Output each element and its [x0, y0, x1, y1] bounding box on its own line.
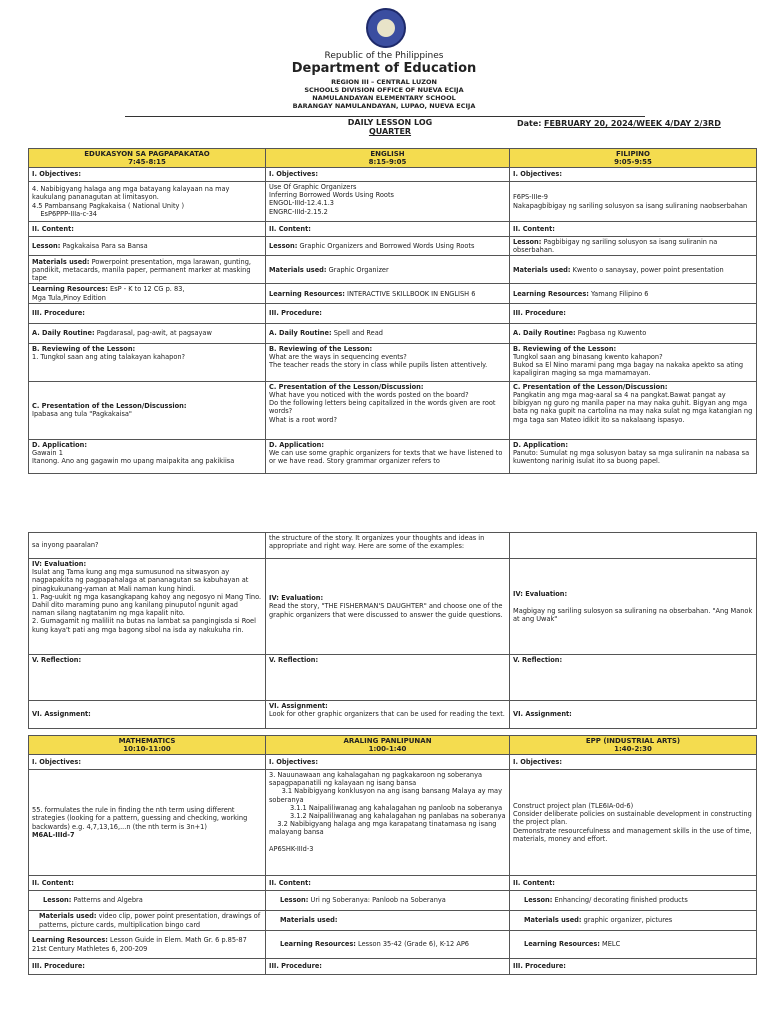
date-line	[517, 119, 721, 128]
lesson-log-title	[330, 118, 450, 136]
procedure-label: III. Procedure:	[29, 959, 266, 975]
lesson-cell: Lesson: Enhancing/ decorating finished products	[510, 891, 757, 911]
objectives-text: F6PS-IIIe-9 Nakapagbibigay ng sariling solusyon sa isang suliraning naobserbahan	[510, 182, 757, 222]
review-cell: B. Reviewing of the Lesson: 1. Tungkol saan ang ating talakayan kahapon?	[29, 343, 266, 381]
subject-header-filipino: FILIPINO 9:05-9:55	[510, 149, 757, 168]
resources-cell: Learning Resources: MELC	[510, 931, 757, 959]
region-line: REGION III – CENTRAL LUZON	[331, 78, 437, 86]
procedure-label: III. Procedure:	[266, 303, 510, 323]
deped-seal	[366, 8, 406, 48]
resources-cell: Learning Resources: Yamang Filipino 6	[510, 284, 757, 303]
subject-header-epp: EPP (INDUSTRIAL ARTS) 1:40-2:30	[510, 736, 757, 755]
evaluation-cell: IV: Evaluation: Magbigay ng sariling sulosyon sa suliraning na obserbahan. "Ang Manok at ang Uwak"	[510, 559, 757, 655]
barangay-line: BARANGAY NAMULANDAYAN, LUPAO, NUEVA ECIJA	[292, 102, 476, 110]
dll-title: DAILY LESSON LOG	[347, 118, 433, 127]
presentation-cell: C. Presentation of the Lesson/Discussion: What have you noticed with the words posted on the board? Do the following letters being capitalized in the words given are root words? What is a root word?	[266, 381, 510, 439]
lesson-cell: Lesson: Uri ng Soberanya: Panloob na Soberanya	[266, 891, 510, 911]
application-cell: D. Application: We can use some graphic organizers for texts that we have listened to or we have read. Story grammar organizer refers to	[266, 439, 510, 473]
objectives-label: I. Objectives:	[29, 168, 266, 182]
procedure-label: III. Procedure:	[266, 959, 510, 975]
application-continued	[510, 533, 757, 559]
reflection-label: V. Reflection:	[266, 655, 510, 701]
review-cell: B. Reviewing of the Lesson: Tungkol saan ang binasang kwento kahapon? Bukod sa El Nino marami pang mga bagay na nakaka apekto sa ating kapaligiran maging sa mga mamamayan.	[510, 343, 757, 381]
subject-header-math: MATHEMATICS 10:10-11:00	[29, 736, 266, 755]
application-cell: D. Application: Panuto: Sumulat ng mga solusyon batay sa mga suliranin na nabasa sa kuwentong narinig isulat ito sa buong papel.	[510, 439, 757, 473]
department-title: Department of Education	[291, 61, 477, 76]
assignment-label: VI. Assignment:	[29, 701, 266, 729]
content-label: II. Content:	[266, 222, 510, 237]
subject-header-esp: EDUKASYON SA PAGPAPAKATAO 7:45-8:15	[29, 149, 266, 168]
evaluation-cell: IV: Evaluation: Isulat ang Tama kung ang mga sumusunod na sitwasyon ay nagpapakita ng pagpapahalaga at pananagutan sa kabuhayan at pinagkukunang-yaman at Mali naman kung hindi. 1. Pag-uukit ng mga kasangkapang kahoy ang negosyo ni Mang Tino. Dahil dito maraming puno ang kanilang pinuputol ngunit agad naman silang nagtatanim ng mga kapalit nito. 2. Gumagamit ng maliliit na butas na lambat sa pangingisda si Roel kung kaya't pati ang mga bagong sibol na isda ay nakukuha rin.	[29, 559, 266, 655]
content-label: II. Content:	[510, 222, 757, 237]
objectives-cell: Construct project plan (TLE6IA-0d-6) Consider deliberate policies on sustainable development in constructing the project plan. Demonstrate resourcefulness and management skills in the use of time, materials, money and effort.	[510, 770, 757, 876]
resources-cell: Learning Resources: EsP - K to 12 CG p. 83, Mga Tula,Pinoy Edition	[29, 284, 266, 303]
presentation-cell: C. Presentation of the Lesson/Discussion: Pangkatin ang mga mag-aaral sa 4 na pangkat.Bawat pangat ay bibigyan ng guro ng manila paper na may naka guhit. Bigyan ang mga bata ng naka gupit na cartolina na may naka sulat ng mga katangian ng mga taga san Mateo idikit ito sa nakalaang ispasyo.	[510, 381, 757, 439]
materials-cell: Materials used:	[266, 911, 510, 931]
objectives-cell: 3. Nauunawaan ang kahalagahan ng pagkakaroon ng soberanya sapagpapanatili ng kalayaan ng isang bansa 3.1 Nabibigyang konklusyon na ang isang bansang Malaya ay may soberanya 3.1.1 Naipaliliwanag ang kahalagahan ng panloob na soberanya 3.1.2 Naipaliliwanag ang kahalagahan ng panlabas na soberanya 3.2 Nabibigyang halaga ang mga karapatang tinatamasa ng isang malayang bansa AP6SHK-IIId-3	[266, 770, 510, 876]
resources-cell: Learning Resources: Lesson Guide in Elem. Math Gr. 6 p.85-87 21st Century Mathletes 6, 200-209	[29, 931, 266, 959]
date-value: FEBRUARY 20, 2024/WEEK 4/DAY 2/3RD	[544, 119, 721, 128]
republic-line: Republic of the Philippines	[324, 51, 444, 61]
division-line: SCHOOLS DIVISION OFFICE OF NUEVA ECIJA	[304, 86, 464, 94]
assignment-label: VI. Assignment:	[510, 701, 757, 729]
procedure-label: III. Procedure:	[510, 303, 757, 323]
materials-cell: Materials used: Powerpoint presentation, mga larawan, gunting, pandikit, metacards, manila paper, permanent marker at masking tape	[29, 256, 266, 284]
lesson-cell: Lesson: Pagbibigay ng sariling solusyon sa isang suliranin na obserbahan.	[510, 237, 757, 256]
objectives-text: Use Of Graphic Organizers Inferring Borrowed Words Using Roots ENGOL-IIId-12.4.1.3 ENGRC-IIId-2.15.2	[266, 182, 510, 222]
content-label: II. Content:	[29, 222, 266, 237]
objectives-label: I. Objectives:	[510, 755, 757, 770]
evaluation-cell: IV: Evaluation: Read the story, "THE FISHERMAN'S DAUGHTER" and choose one of the graphic organizers that were discussed to answer the guide questions.	[266, 559, 510, 655]
procedure-label: III. Procedure:	[29, 303, 266, 323]
lesson-cell: Lesson: Patterns and Algebra	[29, 891, 266, 911]
reflection-label: V. Reflection:	[29, 655, 266, 701]
review-cell: B. Reviewing of the Lesson: What are the ways in sequencing events? The teacher reads the story in class while pupils listen attentively.	[266, 343, 510, 381]
objectives-label: I. Objectives:	[510, 168, 757, 182]
assignment-cell: VI. Assignment: Look for other graphic organizers that can be used for reading the text.	[266, 701, 510, 729]
lesson-table-morning	[28, 148, 757, 474]
presentation-cell: C. Presentation of the Lesson/Discussion: Ipabasa ang tula "Pagkakaisa"	[29, 381, 266, 439]
application-cell: D. Application: Gawain 1 Itanong. Ano ang gagawin mo upang maipakita ang pakikiisa	[29, 439, 266, 473]
school-line: NAMULANDAYAN ELEMENTARY SCHOOL	[312, 94, 456, 102]
reflection-label: V. Reflection:	[510, 655, 757, 701]
content-label: II. Content:	[510, 876, 757, 891]
objectives-text: 4. Nabibigyang halaga ang mga batayang kalayaan na may kaukulang pananagutan at limitasyon. 4.5 Pambansang Pagkakaisa ( National Unity ) EsP6PPP-IIIa-c-34	[29, 182, 266, 222]
daily-routine-cell: A. Daily Routine: Pagdarasal, pag-awit, at pagsayaw	[29, 323, 266, 343]
header-divider	[125, 116, 645, 117]
objectives-label: I. Objectives:	[29, 755, 266, 770]
objectives-label: I. Objectives:	[266, 168, 510, 182]
resources-cell: Learning Resources: INTERACTIVE SKILLBOOK IN ENGLISH 6	[266, 284, 510, 303]
materials-cell: Materials used: Kwento o sanaysay, power point presentation	[510, 256, 757, 284]
procedure-label: III. Procedure:	[510, 959, 757, 975]
content-label: II. Content:	[266, 876, 510, 891]
quarter-label: QUARTER	[368, 127, 412, 136]
daily-routine-cell: A. Daily Routine: Pagbasa ng Kuwento	[510, 323, 757, 343]
content-label: II. Content:	[29, 876, 266, 891]
resources-cell: Learning Resources: Lesson 35-42 (Grade 6), K-12 AP6	[266, 931, 510, 959]
lesson-table-afternoon	[28, 735, 757, 975]
application-continued: sa inyong paaralan?	[29, 533, 266, 559]
objectives-label: I. Objectives:	[266, 755, 510, 770]
daily-routine-cell: A. Daily Routine: Spell and Read	[266, 323, 510, 343]
objectives-cell: 55. formulates the rule in finding the nth term using different strategies (looking for a pattern, guessing and checking, working backwards) e.g. 4,7,13,16,...n (the nth term is 3n+1) M6AL-IIId-7	[29, 770, 266, 876]
date-label: Date:	[517, 119, 542, 128]
materials-cell: Materials used: video clip, power point presentation, drawings of patterns, picture cards, multiplication bingo card	[29, 911, 266, 931]
lesson-cell: Lesson: Pagkakaisa Para sa Bansa	[29, 237, 266, 256]
application-continued: the structure of the story. It organizes your thoughts and ideas in appropriate and right way. Here are some of the examples:	[266, 533, 510, 559]
materials-cell: Materials used: Graphic Organizer	[266, 256, 510, 284]
subject-header-english: ENGLISH 8:15-9:05	[266, 149, 510, 168]
subject-header-ap: ARALING PANLIPUNAN 1:00-1:40	[266, 736, 510, 755]
materials-cell: Materials used: graphic organizer, pictures	[510, 911, 757, 931]
lesson-table-continuation	[28, 532, 757, 729]
lesson-cell: Lesson: Graphic Organizers and Borrowed Words Using Roots	[266, 237, 510, 256]
